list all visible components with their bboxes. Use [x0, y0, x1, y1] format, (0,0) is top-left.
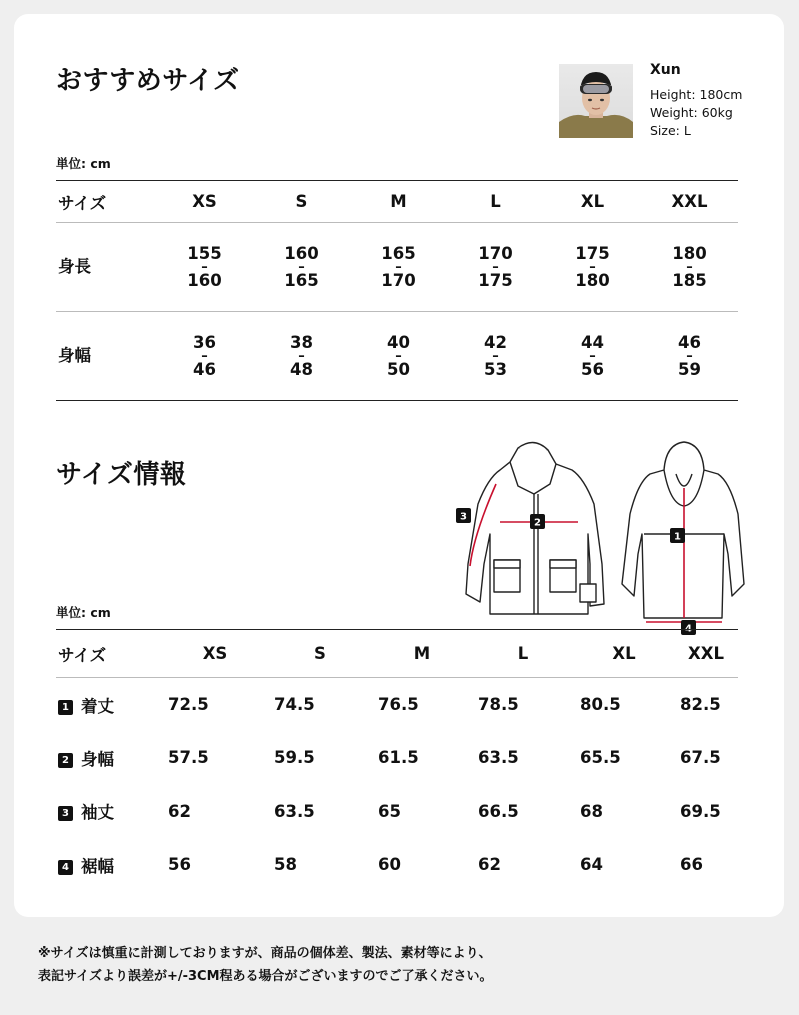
table-cell: 40 – 50 [350, 312, 447, 401]
table-cell: 82.5 [680, 695, 721, 714]
sizeinfo-unit-label: 単位: cm [56, 605, 111, 620]
header-cell: M [372, 630, 472, 678]
table-row [56, 312, 738, 401]
table-cell: 44 – 56 [544, 312, 641, 401]
table-cell: 155 – 160 [156, 223, 253, 312]
table-cell: 36 – 46 [156, 312, 253, 401]
table-cell: 38 – 48 [253, 312, 350, 401]
header-cell: M [350, 181, 447, 223]
model-weight: Weight: 60kg [650, 105, 733, 120]
header-cell: XS [156, 181, 253, 223]
table-cell: 170 – 175 [447, 223, 544, 312]
header-cell: XL [574, 630, 674, 678]
table-row [56, 223, 738, 312]
table-cell: 66.5 [478, 801, 519, 821]
disclaimer-line: ※サイズは慎重に計測しておりますが、商品の個体差、製法、素材等により、 [38, 946, 492, 961]
jacket-measurement-diagram [438, 434, 738, 635]
table-cell: 42 – 53 [447, 312, 544, 401]
table-cell: 165 – 170 [350, 223, 447, 312]
table-cell: 57.5 [168, 748, 209, 768]
recommend-unit-label: 単位: cm [56, 156, 111, 171]
header-cell: L [472, 630, 574, 678]
table-header-row [56, 630, 738, 678]
table-cell: 46 – 59 [641, 312, 738, 401]
table-cell: 180 – 185 [641, 223, 738, 312]
sizeinfo-title: サイズ情報 [56, 460, 187, 490]
table-cell: 72.5 [168, 695, 209, 714]
svg-text:2: 2 [534, 517, 541, 529]
number-badge: 3 [58, 806, 73, 821]
table-cell: 67.5 [680, 748, 721, 768]
row-label: 4 裾幅 [56, 838, 162, 892]
table-cell: 60 [378, 855, 401, 875]
header-cell: S [268, 630, 372, 678]
disclaimer-line: 表記サイズより誤差が+/-3CM程ある場合がございますのでご了承ください。 [38, 969, 493, 984]
header-cell: サイズ [56, 181, 156, 223]
table-cell: 68 [580, 801, 603, 821]
header-cell: サイズ [56, 630, 162, 678]
table-cell: 62 [478, 855, 501, 875]
table-cell: 160 – 165 [253, 223, 350, 312]
model-name: Xun [650, 62, 681, 78]
model-height: Height: 180cm [650, 87, 743, 102]
row-label: 1 着丈 [56, 678, 162, 732]
table-row [56, 731, 738, 785]
disclaimer-note [38, 942, 778, 988]
table-cell: 63.5 [478, 748, 519, 768]
table-cell: 56 [168, 855, 191, 875]
header-cell: S [253, 181, 350, 223]
table-cell: 63.5 [274, 801, 315, 821]
garment-size-table [56, 629, 738, 892]
model-size: Size: L [650, 123, 691, 138]
table-cell: 78.5 [478, 695, 519, 714]
table-cell: 65 [378, 801, 401, 821]
table-cell: 80.5 [580, 695, 621, 714]
header-cell: XS [162, 630, 268, 678]
svg-text:1: 1 [674, 531, 681, 543]
svg-text:3: 3 [460, 511, 467, 523]
row-label: 身長 [56, 223, 156, 312]
table-cell: 62 [168, 801, 191, 821]
table-cell: 65.5 [580, 748, 621, 768]
table-cell: 74.5 [274, 695, 315, 714]
row-label: 身幅 [56, 312, 156, 401]
table-header-row [56, 181, 738, 223]
table-cell: 69.5 [680, 801, 721, 821]
table-cell: 175 – 180 [544, 223, 641, 312]
table-cell: 58 [274, 855, 297, 875]
svg-text:4: 4 [685, 623, 692, 635]
row-label: 2 身幅 [56, 731, 162, 785]
table-cell: 64 [580, 855, 603, 875]
table-cell: 76.5 [378, 695, 419, 714]
table-cell: 61.5 [378, 748, 419, 768]
table-cell: 66 [680, 855, 703, 875]
table-row [56, 785, 738, 839]
table-row [56, 678, 738, 732]
table-cell: 59.5 [274, 748, 315, 768]
header-cell: L [447, 181, 544, 223]
size-chart-card [14, 14, 784, 917]
header-cell: XXL [674, 630, 738, 678]
recommend-title: おすすめサイズ [56, 66, 240, 96]
header-cell: XL [544, 181, 641, 223]
recommend-size-table [56, 180, 738, 401]
number-badge: 4 [58, 860, 73, 875]
header-cell: XXL [641, 181, 738, 223]
row-label: 3 袖丈 [56, 785, 162, 839]
model-photo [559, 64, 633, 138]
table-row [56, 838, 738, 892]
number-badge: 2 [58, 753, 73, 768]
number-badge: 1 [58, 700, 73, 715]
